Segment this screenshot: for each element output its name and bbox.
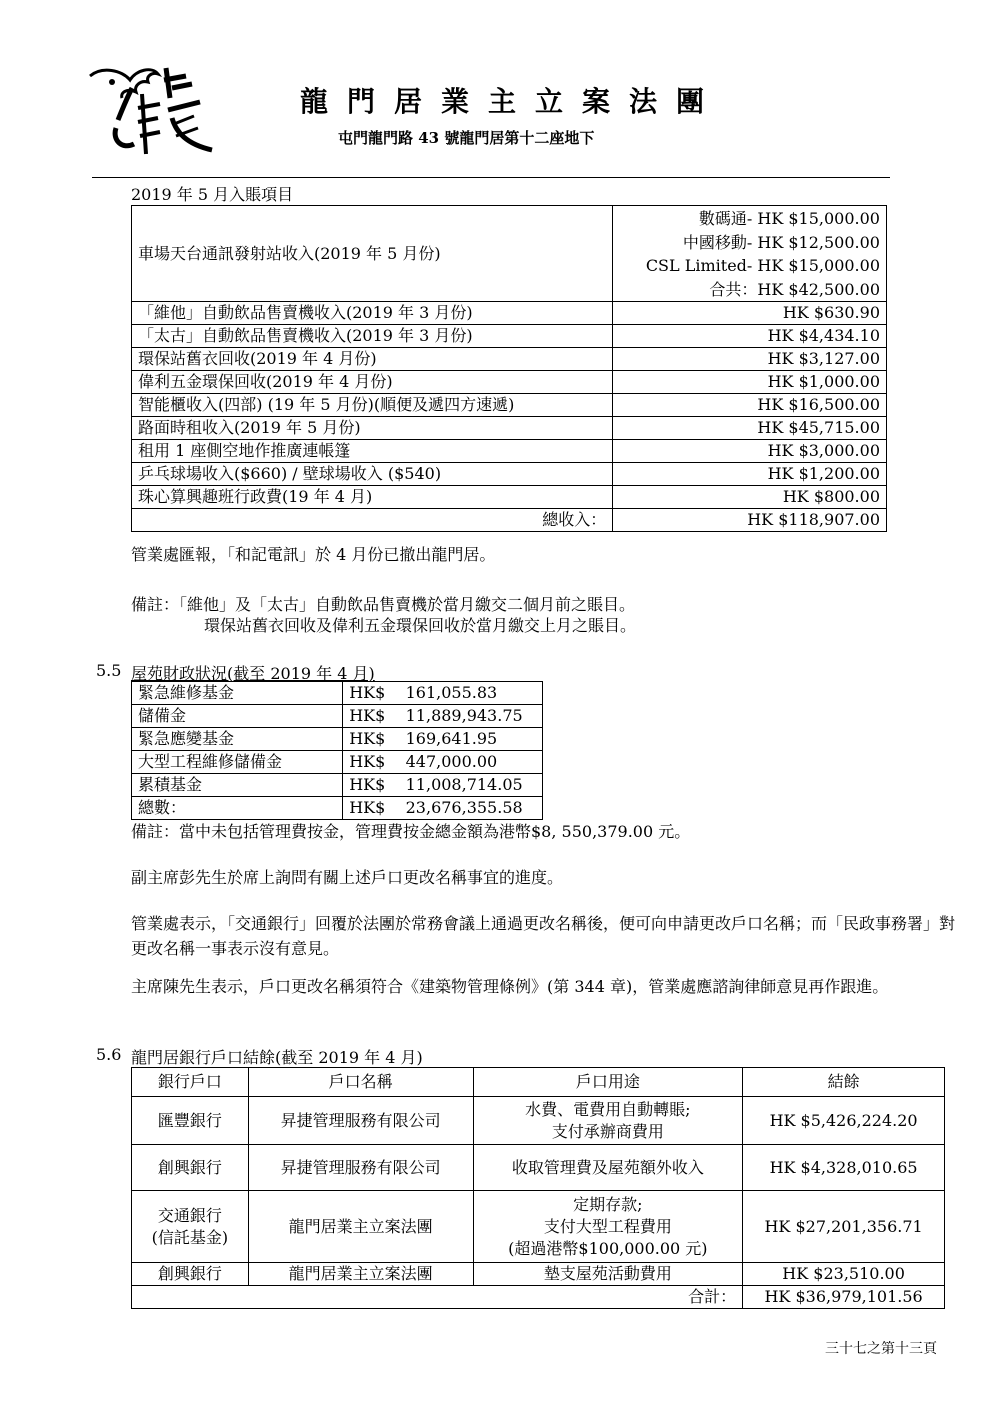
income-label: 乒乓球場收入($660) / 壁球場收入 ($540) (132, 463, 613, 486)
bank-name: 創興銀行 (132, 1263, 249, 1286)
income-label: 珠心算興趣班行政費(19 年 4 月) (132, 486, 613, 509)
income-amount: HK $1,200.00 (613, 463, 887, 486)
fund-label: 緊急應變基金 (132, 728, 343, 751)
column-header: 戶口用途 (473, 1068, 743, 1097)
account-balance: HK $23,510.00 (743, 1263, 945, 1286)
bank-header-row (132, 1068, 945, 1097)
telecom-label: 車場天台通訊發射站收入(2019 年 5 月份) (132, 206, 613, 302)
fund-amount: HK$ 447,000.00 (343, 751, 543, 774)
telecom-line: 中國移動- HK $12,500.00 (682, 232, 880, 252)
table-row (132, 394, 887, 417)
bank-total-label: 合計： (132, 1286, 743, 1309)
income-amount: HK $45,715.00 (613, 417, 887, 440)
table-row (132, 417, 887, 440)
bank-name (132, 1191, 249, 1263)
finance-total-row (132, 797, 543, 820)
account-use: 收取管理費及屋苑額外收入 (473, 1145, 743, 1191)
bank-name: 匯豐銀行 (132, 1097, 249, 1145)
income-amount: HK $800.00 (613, 486, 887, 509)
income-amount: HK $1,000.00 (613, 371, 887, 394)
fund-amount: HK$ 11,008,714.05 (343, 774, 543, 797)
fund-amount: HK$ 11,889,943.75 (343, 705, 543, 728)
income-label: 「太古」自動飲品售賣機收入(2019 年 3 月份) (132, 325, 613, 348)
bank-name: 創興銀行 (132, 1145, 249, 1191)
paragraph: 主席陳先生表示，戶口更改名稱須符合《建築物管理條例》(第 344 章)，管業處應諮詢律師意見再作跟進。 (131, 977, 889, 996)
page-title: 龍門居業主立案法團 (300, 85, 724, 118)
header-divider (92, 177, 890, 178)
table-row (132, 486, 887, 509)
income-row-telecom (132, 206, 887, 302)
table-row (132, 682, 543, 705)
finance-title: 屋苑財政狀況(截至 2019 年 4 月) (131, 664, 375, 683)
account-use-line: 水費、電費用自動轉賬; (525, 1099, 691, 1119)
page-number: 三十七之第十三頁 (825, 1341, 937, 1357)
telecom-total: 合共：HK $42,500.00 (709, 279, 880, 299)
bank-name-line: (信託基金) (151, 1227, 229, 1247)
table-row (132, 302, 887, 325)
income-amount: HK $630.90 (613, 302, 887, 325)
fund-amount: HK$ 169,641.95 (343, 728, 543, 751)
table-row (132, 463, 887, 486)
table-row (132, 774, 543, 797)
account-use-line: 支付大型工程費用 (543, 1216, 672, 1236)
account-use: 墊支屋苑活動費用 (473, 1263, 743, 1286)
table-row (132, 1097, 945, 1145)
table-row (132, 1145, 945, 1191)
paragraph: 管業處表示，「交通銀行」回覆於法團於常務會議上通過更改名稱後，便可向申請更改戶口名稱；而「民政事務署」對更改名稱一事表示沒有意見。 (131, 914, 956, 958)
table-row (132, 728, 543, 751)
account-name: 龍門居業主立案法團 (248, 1191, 473, 1263)
bank-table (131, 1067, 945, 1309)
fund-label: 緊急維修基金 (132, 682, 343, 705)
table-row (132, 325, 887, 348)
income-table (131, 205, 887, 532)
bank-name-line: 交通銀行 (157, 1205, 222, 1225)
dragon-logo (82, 58, 217, 158)
finance-table (131, 681, 543, 820)
column-header: 銀行戶口 (132, 1068, 249, 1097)
income-total-label: 總收入： (132, 509, 613, 532)
income-heading: 2019 年 5 月入賬項目 (131, 185, 294, 204)
income-remark-cont: 環保站舊衣回收及偉利五金環保回收於當月繳交上月之賬目。 (204, 616, 637, 635)
income-amount: HK $16,500.00 (613, 394, 887, 417)
section-number: 5.5 (96, 661, 122, 680)
table-row (132, 751, 543, 774)
account-use-line: 支付承辦商費用 (551, 1121, 664, 1141)
income-label: 環保站舊衣回收(2019 年 4 月份) (132, 348, 613, 371)
income-label: 「維他」自動飲品售賣機收入(2019 年 3 月份) (132, 302, 613, 325)
account-use-line: 定期存款; (573, 1194, 643, 1214)
account-name: 昇捷管理服務有限公司 (248, 1097, 473, 1145)
income-note: 管業處匯報，「和記電訊」於 4 月份已撤出龍門居。 (131, 545, 496, 564)
account-use (473, 1097, 743, 1145)
fund-label: 累積基金 (132, 774, 343, 797)
account-balance: HK $4,328,010.65 (743, 1145, 945, 1191)
bank-total-row (132, 1286, 945, 1309)
fund-label: 儲備金 (132, 705, 343, 728)
table-row (132, 348, 887, 371)
table-row (132, 1263, 945, 1286)
income-amount: HK $4,434.10 (613, 325, 887, 348)
telecom-breakdown (613, 206, 887, 302)
telecom-line: CSL Limited- HK $15,000.00 (645, 256, 880, 275)
table-row (132, 440, 887, 463)
income-label: 偉利五金環保回收(2019 年 4 月份) (132, 371, 613, 394)
income-remark: 備註：「維他」及「太古」自動飲品售賣機於當月繳交二個月前之賬目。 (131, 595, 636, 614)
income-label: 租用 1 座側空地作推廣連帳篷 (132, 440, 613, 463)
account-balance: HK $5,426,224.20 (743, 1097, 945, 1145)
account-use (473, 1191, 743, 1263)
section-number: 5.6 (96, 1045, 122, 1064)
fund-total-label: 總數： (132, 797, 343, 820)
bank-total-amount: HK $36,979,101.56 (743, 1286, 945, 1309)
bank-title: 龍門居銀行戶口結餘(截至 2019 年 4 月) (131, 1048, 423, 1067)
income-label: 路面時租收入(2019 年 5 月份) (132, 417, 613, 440)
account-use-line: (超過港幣$100,000.00 元) (508, 1238, 708, 1258)
income-total-amount: HK $118,907.00 (613, 509, 887, 532)
fund-total-amount: HK$ 23,676,355.58 (343, 797, 543, 820)
account-name: 龍門居業主立案法團 (248, 1263, 473, 1286)
income-total-row (132, 509, 887, 532)
account-balance: HK $27,201,356.71 (743, 1191, 945, 1263)
address-subtitle: 屯門龍門路 43 號龍門居第十二座地下 (338, 129, 595, 147)
table-row (132, 371, 887, 394)
finance-remark: 備註：當中未包括管理費按金，管理費按金總金額為港幣$8, 550,379.00 元。 (131, 822, 691, 841)
fund-amount: HK$ 161,055.83 (343, 682, 543, 705)
column-header: 結餘 (743, 1068, 945, 1097)
table-row (132, 705, 543, 728)
paragraph: 副主席彭先生於席上詢問有關上述戶口更改名稱事宜的進度。 (131, 868, 564, 887)
income-amount: HK $3,000.00 (613, 440, 887, 463)
column-header: 戶口名稱 (248, 1068, 473, 1097)
income-amount: HK $3,127.00 (613, 348, 887, 371)
telecom-line: 數碼通- HK $15,000.00 (698, 209, 880, 228)
income-label: 智能櫃收入(四部) (19 年 5 月份)(順便及遞四方速遞) (132, 394, 613, 417)
account-name: 昇捷管理服務有限公司 (248, 1145, 473, 1191)
fund-label: 大型工程維修儲備金 (132, 751, 343, 774)
table-row (132, 1191, 945, 1263)
